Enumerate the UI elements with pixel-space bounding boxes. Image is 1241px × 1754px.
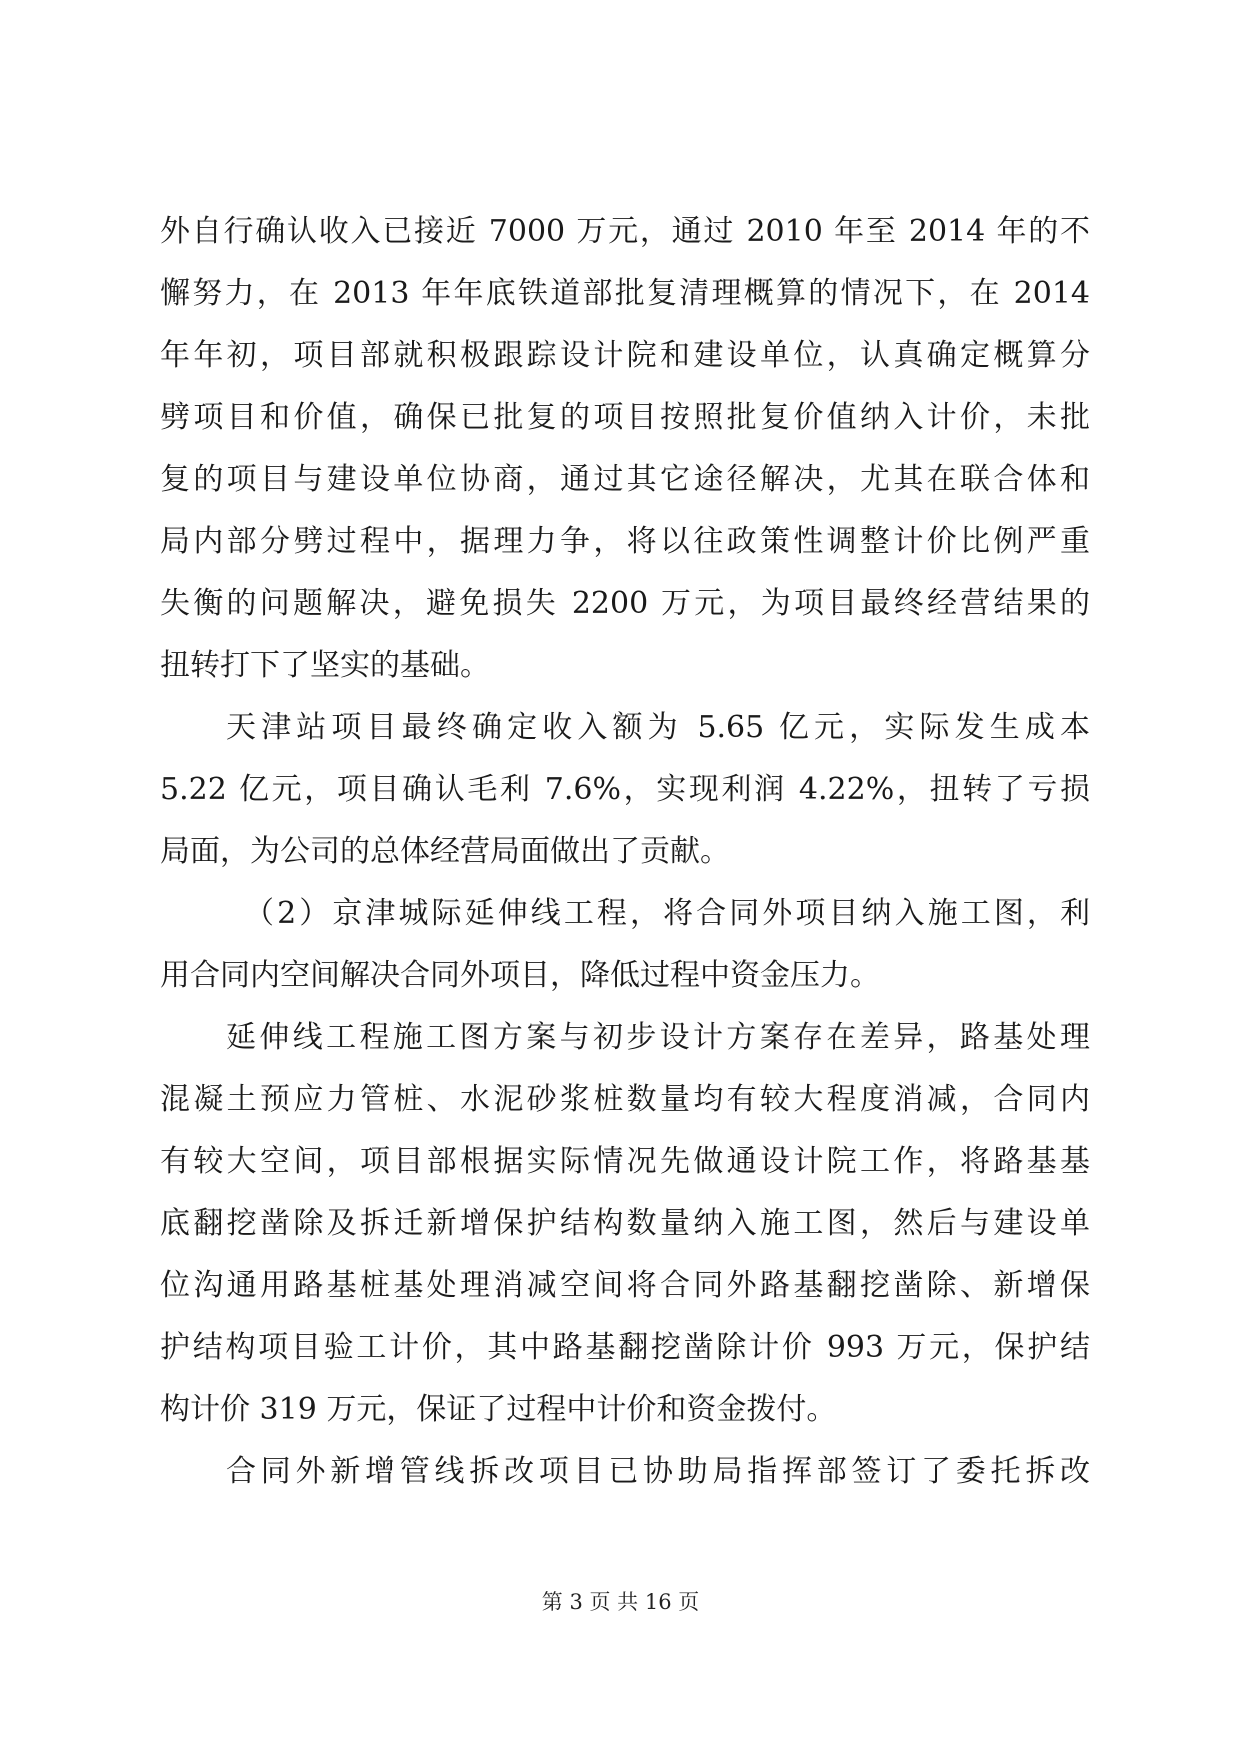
paragraph-4-line-1: 延伸线工程施工图方案与初步设计方案存在差异，路基处理 bbox=[226, 1020, 1090, 1055]
paragraph-1 bbox=[160, 201, 1090, 697]
paragraph-5 bbox=[160, 1441, 1090, 1503]
paragraph-2-line-3: 局面，为公司的总体经营局面做出了贡献。 bbox=[160, 834, 730, 869]
paragraph-1-line-5: 复的项目与建设单位协商，通过其它途径解决，尤其在联合体和 bbox=[160, 462, 1090, 497]
paragraph-5-line-1: 合同外新增管线拆改项目已协助局指挥部签订了委托拆改 bbox=[226, 1454, 1090, 1489]
paragraph-1-line-8: 扭转打下了坚实的基础。 bbox=[160, 648, 490, 683]
paragraph-2 bbox=[160, 697, 1090, 883]
paragraph-3-line-1: （2）京津城际延伸线工程，将合同外项目纳入施工图，利 bbox=[244, 896, 1090, 931]
paragraph-4-line-4: 底翻挖凿除及拆迁新增保护结构数量纳入施工图，然后与建设单 bbox=[160, 1206, 1090, 1241]
paragraph-4-line-2: 混凝土预应力管桩、水泥砂浆桩数量均有较大程度消减，合同内 bbox=[160, 1082, 1090, 1117]
page-footer: 第 3 页 共 16 页 bbox=[541, 1590, 700, 1614]
paragraph-1-line-1: 外自行确认收入已接近 7000 万元，通过 2010 年至 2014 年的不 bbox=[160, 214, 1090, 249]
paragraph-1-line-7: 失衡的问题解决，避免损失 2200 万元，为项目最终经营结果的 bbox=[160, 586, 1090, 621]
paragraph-4-line-3: 有较大空间，项目部根据实际情况先做通设计院工作，将路基基 bbox=[160, 1144, 1090, 1179]
paragraph-1-line-6: 局内部分劈过程中，据理力争，将以往政策性调整计价比例严重 bbox=[160, 524, 1090, 559]
paragraph-4 bbox=[160, 1007, 1090, 1441]
paragraph-4-line-6: 护结构项目验工计价，其中路基翻挖凿除计价 993 万元，保护结 bbox=[160, 1330, 1090, 1365]
paragraph-1-line-3: 年年初，项目部就积极跟踪设计院和建设单位，认真确定概算分 bbox=[160, 338, 1090, 373]
paragraph-2-line-2: 5.22 亿元，项目确认毛利 7.6%，实现利润 4.22%，扭转了亏损 bbox=[160, 772, 1090, 807]
paragraph-3-line-2: 用合同内空间解决合同外项目，降低过程中资金压力。 bbox=[160, 958, 880, 993]
paragraph-2-line-1: 天津站项目最终确定收入额为 5.65 亿元，实际发生成本 bbox=[226, 710, 1090, 745]
paragraph-3 bbox=[160, 883, 1090, 1007]
paragraph-1-line-4: 劈项目和价值，确保已批复的项目按照批复价值纳入计价，未批 bbox=[160, 400, 1090, 435]
paragraph-4-line-5: 位沟通用路基桩基处理消减空间将合同外路基翻挖凿除、新增保 bbox=[160, 1268, 1090, 1303]
document-body bbox=[160, 201, 1090, 1503]
paragraph-1-line-2: 懈努力，在 2013 年年底铁道部批复清理概算的情况下，在 2014 bbox=[160, 276, 1090, 311]
paragraph-4-line-7: 构计价 319 万元，保证了过程中计价和资金拨付。 bbox=[160, 1392, 837, 1427]
